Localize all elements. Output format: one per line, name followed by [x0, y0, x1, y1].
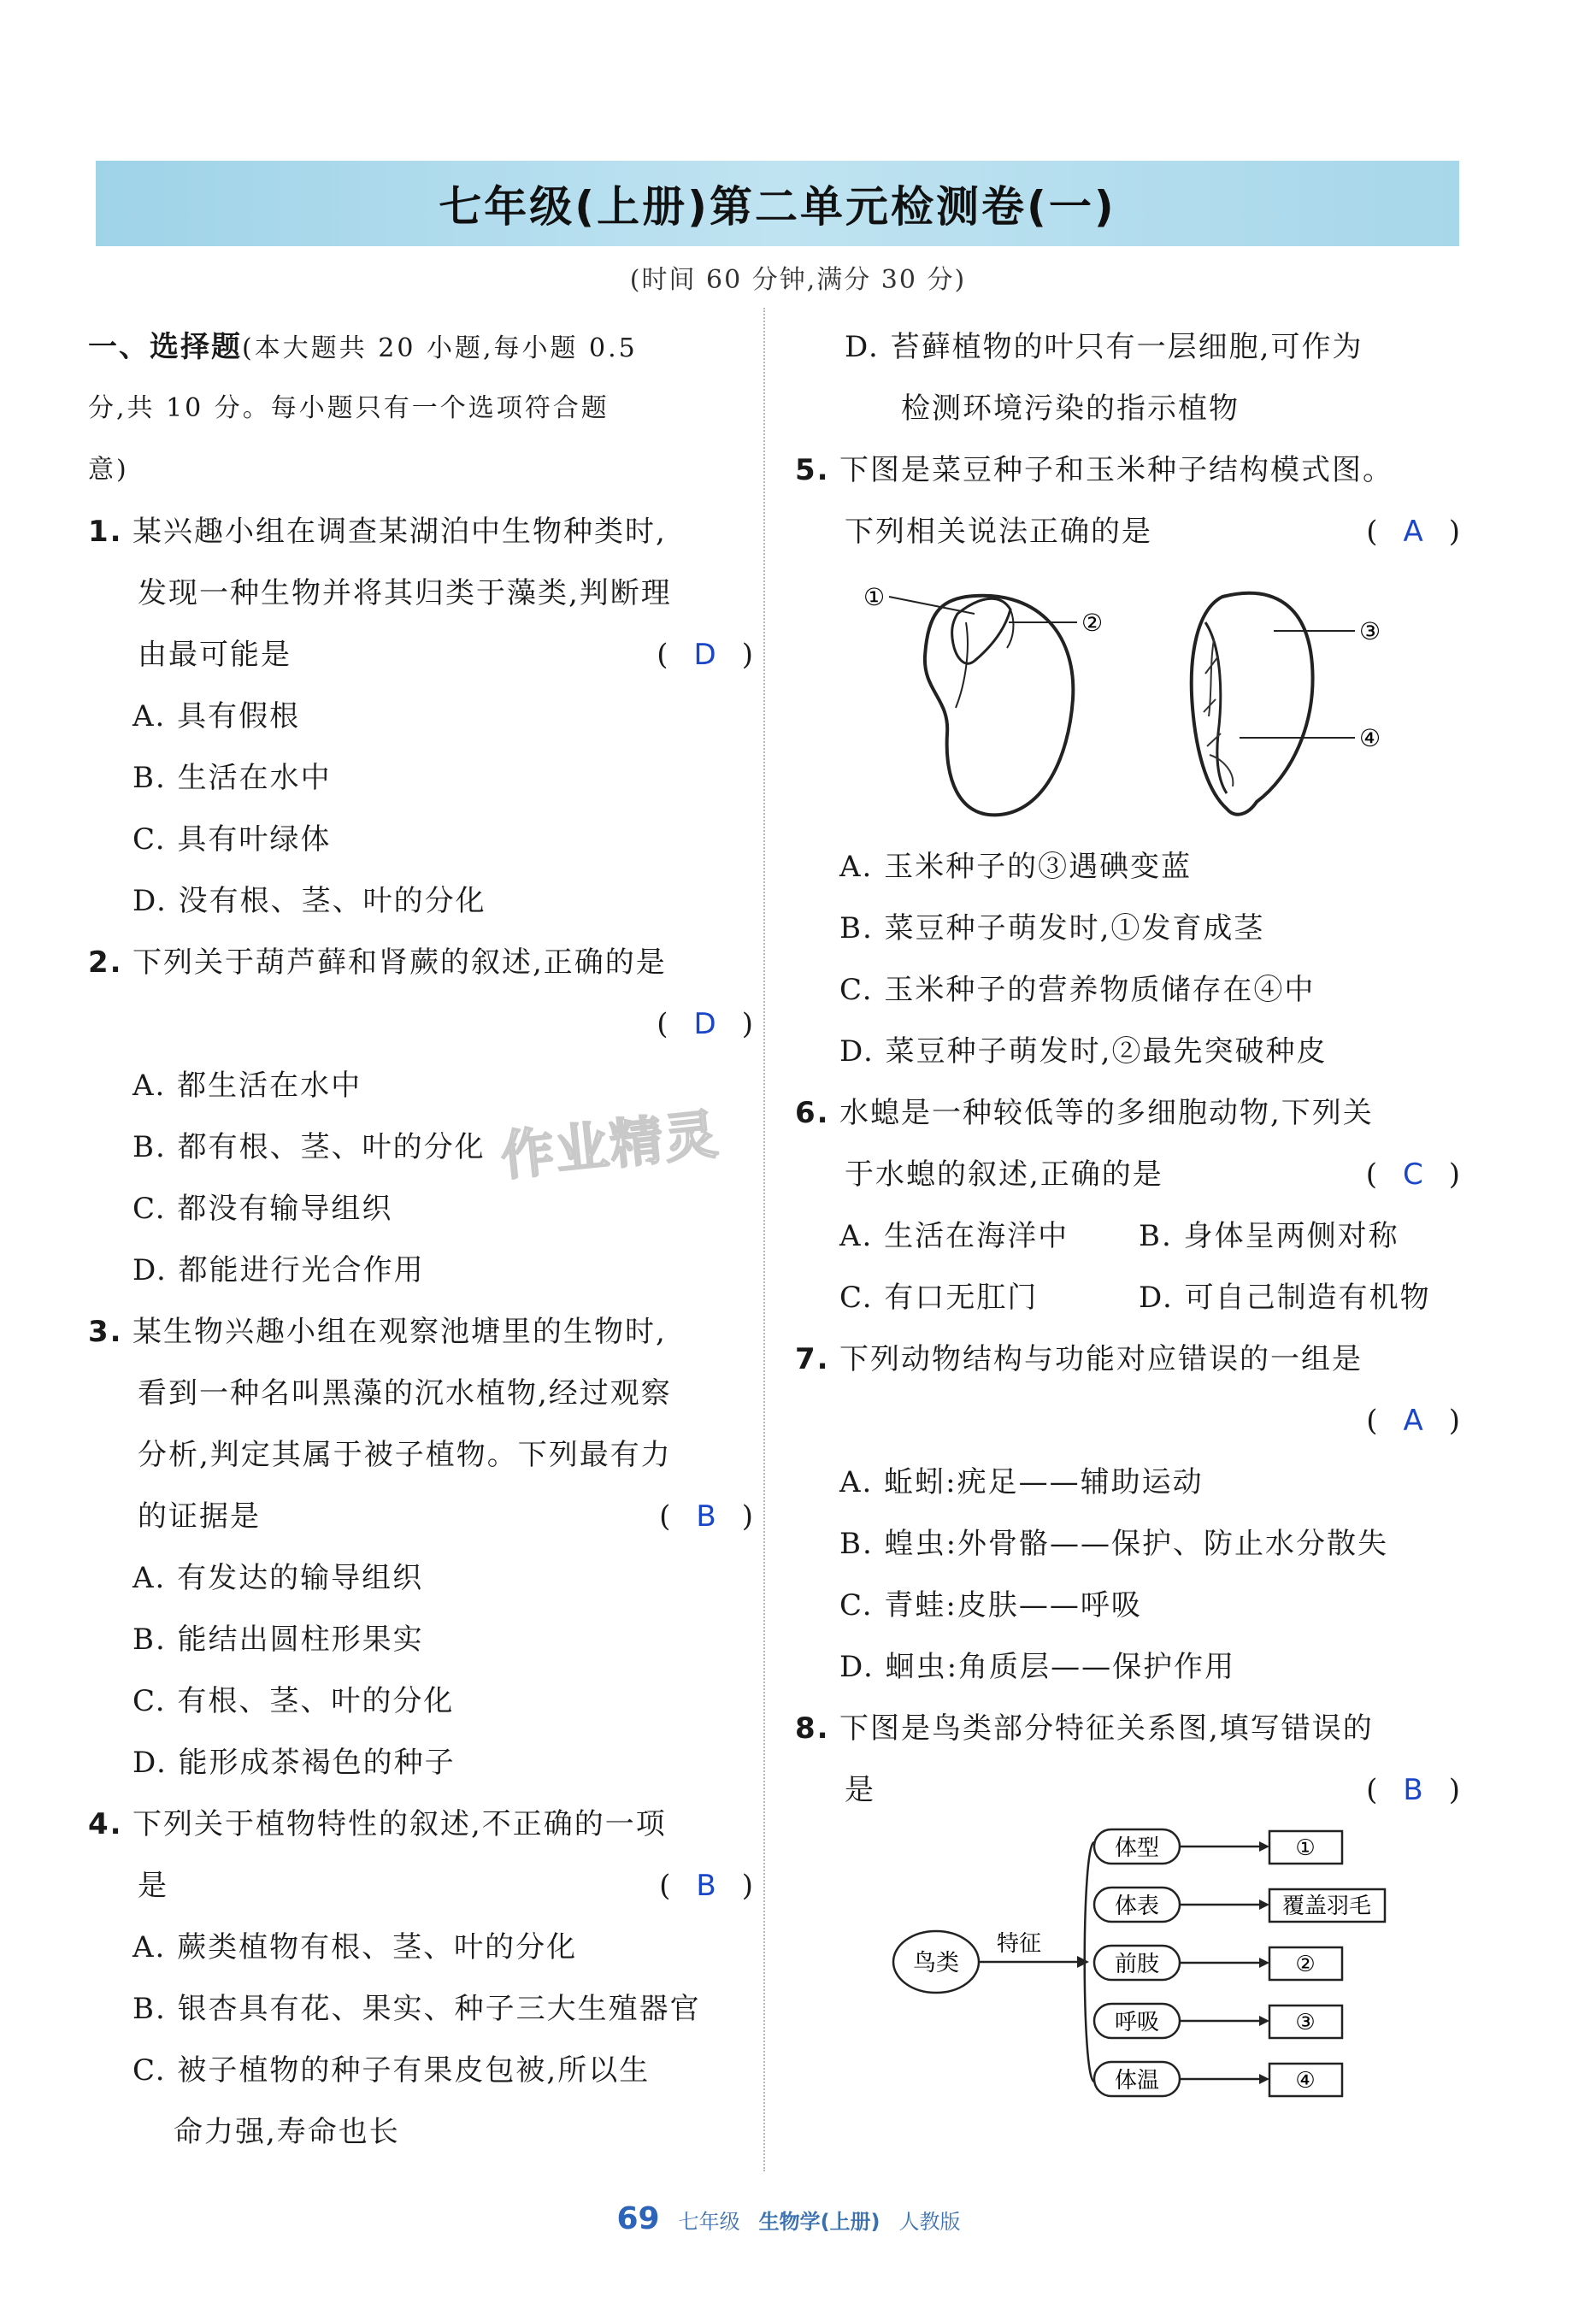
q7-number: 7.	[795, 1342, 830, 1376]
q3-option-c: C. 有根、茎、叶的分化	[133, 1684, 455, 1718]
feature-val-2: 覆盖羽毛	[1281, 1894, 1372, 1919]
q4-line1: 下列关于植物特性的叙述,不正确的一项	[133, 1807, 667, 1841]
feature-key-5: 体温	[1114, 2068, 1160, 2094]
q1-option-a: A. 具有假根	[133, 699, 301, 733]
label-4: ④	[1359, 724, 1381, 752]
q4-option-d-cont: 检测环境污染的指示植物	[901, 392, 1240, 426]
q4-option-a: A. 蕨类植物有根、茎、叶的分化	[133, 1930, 578, 1964]
q4-answer-letter: B	[696, 1869, 718, 1903]
q6-answer-letter: C	[1402, 1157, 1425, 1192]
left-column	[88, 316, 755, 2163]
q8-line2: 是	[845, 1773, 875, 1807]
feature-row-5	[1094, 2062, 1342, 2096]
q2-answer-letter: D	[693, 1007, 718, 1041]
label-1: ①	[863, 583, 886, 611]
feature-val-3: ②	[1295, 1952, 1316, 1977]
q2-option-c: C. 都没有输导组织	[133, 1192, 393, 1226]
q7-option-b: B. 蝗虫:外骨骼——保护、防止水分散失	[839, 1527, 1389, 1561]
q7-answer: ( A )	[1366, 1404, 1462, 1438]
q5-option-a: A. 玉米种子的③遇碘变蓝	[839, 850, 1193, 884]
q3-line4-row	[88, 1486, 755, 1547]
q3-answer-letter: B	[696, 1499, 718, 1534]
feature-val-5: ④	[1295, 2068, 1316, 2094]
q5-number: 5.	[795, 453, 830, 487]
seed-figure	[795, 562, 1462, 836]
page-title: 七年级(上册)第二单元检测卷(一)	[439, 182, 1116, 232]
q6-stem	[795, 1082, 1462, 1144]
page-footer	[0, 2201, 1596, 2236]
feature-val-1: ①	[1295, 1835, 1316, 1861]
q8-answer: ( B )	[1366, 1773, 1462, 1807]
q7-option-d: D. 蛔虫:角质层——保护作用	[839, 1650, 1236, 1684]
q1-line2: 发现一种生物并将其归类于藻类,判断理	[138, 576, 672, 610]
section-header	[88, 316, 755, 378]
title-banner	[96, 161, 1459, 246]
feature-key-2: 体表	[1114, 1894, 1160, 1919]
section-title: 一、选择题	[88, 330, 242, 364]
q3-line1: 某生物兴趣小组在观察池塘里的生物时,	[133, 1315, 667, 1349]
seed-diagram	[795, 562, 1462, 836]
q5-answer: ( A )	[1366, 515, 1462, 549]
q3-option-a: A. 有发达的输导组织	[133, 1561, 424, 1595]
q2-number: 2.	[88, 945, 123, 980]
q4-answer: ( B )	[659, 1869, 755, 1903]
q5-line2: 下列相关说法正确的是	[845, 515, 1152, 549]
section-desc-3: 意)	[88, 455, 129, 485]
q4-option-d: D. 苔藓植物的叶只有一层细胞,可作为	[845, 330, 1363, 364]
q3-answer: ( B )	[659, 1499, 755, 1534]
q4-stem	[88, 1794, 755, 1855]
q2-option-a: A. 都生活在水中	[133, 1069, 362, 1103]
q1-stem	[88, 501, 755, 562]
q4-option-c: C. 被子植物的种子有果皮包被,所以生	[133, 2053, 651, 2088]
bird-feature-figure	[795, 1821, 1462, 2103]
q4-option-c-cont: 命力强,寿命也长	[174, 2115, 400, 2149]
q3-line4: 的证据是	[138, 1499, 261, 1534]
q6-options-row1	[795, 1205, 1462, 1267]
exam-subtitle: (时间 60 分钟,满分 30 分)	[629, 265, 967, 295]
bean-seed-outline	[925, 596, 1073, 816]
feature-val-4: ③	[1295, 2010, 1316, 2035]
q3-line2: 看到一种名叫黑藻的沉水植物,经过观察	[138, 1376, 672, 1411]
feature-key-3: 前肢	[1114, 1952, 1160, 1977]
q5-stem	[795, 439, 1462, 501]
q1-option-c: C. 具有叶绿体	[133, 822, 332, 857]
q4-option-b: B. 银杏具有花、果实、种子三大生殖器官	[133, 1992, 701, 2026]
q6-line1: 水螅是一种较低等的多细胞动物,下列关	[839, 1096, 1374, 1130]
q8-line1: 下图是鸟类部分特征关系图,填写错误的	[839, 1711, 1374, 1746]
root-label: 鸟类	[913, 1950, 959, 1976]
section-desc-2: 分,共 10 分。每小题只有一个选项符合题	[88, 393, 610, 423]
label-2: ②	[1081, 609, 1104, 637]
watermark: 作业精灵	[498, 1102, 722, 1188]
q8-stem	[795, 1698, 1462, 1759]
right-column	[795, 316, 1462, 2103]
q2-answer: ( D )	[657, 1007, 755, 1041]
q4-line2: 是	[138, 1869, 168, 1903]
q7-answer-letter: A	[1403, 1404, 1425, 1438]
q4-line2-row	[88, 1855, 755, 1917]
q1-line1: 某兴趣小组在调查某湖泊中生物种类时,	[133, 515, 667, 549]
q6-number: 6.	[795, 1096, 830, 1130]
q4-number: 4.	[88, 1807, 123, 1841]
q5-answer-letter: A	[1403, 515, 1425, 549]
q5-line1: 下图是菜豆种子和玉米种子结构模式图。	[839, 453, 1393, 487]
footer-subject: 生物学(上册)	[758, 2210, 880, 2234]
q6-line2: 于水螅的叙述,正确的是	[845, 1157, 1163, 1192]
q6-option-c: C. 有口无肛门	[839, 1281, 1039, 1315]
q2-line1: 下列关于葫芦藓和肾蕨的叙述,正确的是	[133, 945, 667, 980]
q3-stem	[88, 1301, 755, 1363]
feature-row-4	[1094, 2004, 1342, 2038]
q5-option-b: B. 菜豆种子萌发时,①发育成茎	[839, 911, 1265, 945]
feature-key-4: 呼吸	[1114, 2010, 1160, 2035]
q1-number: 1.	[88, 515, 123, 549]
q6-line2-row	[795, 1144, 1462, 1205]
q8-number: 8.	[795, 1711, 830, 1746]
q8-answer-letter: B	[1403, 1773, 1425, 1807]
feature-row-3	[1094, 1946, 1342, 1980]
column-divider	[763, 308, 765, 2171]
q8-line2-row	[795, 1759, 1462, 1821]
feature-row-2	[1094, 1888, 1385, 1922]
page-number: 69	[616, 2201, 660, 2236]
footer-edition: 人教版	[898, 2210, 961, 2234]
q6-option-d: D. 可自己制造有机物	[1139, 1281, 1431, 1315]
feature-key-1: 体型	[1114, 1835, 1160, 1861]
q2-answer-row	[88, 993, 755, 1055]
q1-line3-row	[88, 624, 755, 686]
q3-option-d: D. 能形成茶褐色的种子	[133, 1746, 456, 1780]
q3-number: 3.	[88, 1315, 123, 1349]
q5-option-d: D. 菜豆种子萌发时,②最先突破种皮	[839, 1034, 1328, 1069]
q5-line2-row	[795, 501, 1462, 562]
q1-option-d: D. 没有根、茎、叶的分化	[133, 884, 486, 918]
q6-answer: ( C )	[1365, 1157, 1462, 1192]
q5-option-c: C. 玉米种子的营养物质储存在④中	[839, 973, 1316, 1007]
q3-line3: 分析,判定其属于被子植物。下列最有力	[138, 1438, 672, 1472]
q2-option-d: D. 都能进行光合作用	[133, 1253, 425, 1287]
section-desc-1: (本大题共 20 小题,每小题 0.5	[242, 333, 638, 363]
q1-line3: 由最可能是	[138, 638, 292, 672]
q7-option-c: C. 青蛙:皮肤——呼吸	[839, 1588, 1142, 1623]
bean-embryo	[952, 598, 1010, 663]
q2-stem	[88, 932, 755, 993]
label-3: ③	[1359, 617, 1381, 645]
q6-option-a: A. 生活在海洋中	[839, 1219, 1069, 1253]
edge-label: 特征	[996, 1931, 1042, 1957]
q6-option-b: B. 身体呈两侧对称	[1139, 1219, 1399, 1253]
q1-option-b: B. 生活在水中	[133, 761, 332, 795]
q6-options-row2	[795, 1267, 1462, 1328]
q1-answer-letter: D	[693, 638, 718, 672]
q7-stem	[795, 1328, 1462, 1390]
footer-grade: 七年级	[678, 2210, 740, 2234]
q2-option-b: B. 都有根、茎、叶的分化	[133, 1130, 486, 1164]
feature-row-1	[1094, 1829, 1342, 1864]
q7-option-a: A. 蚯蚓:疣足——辅助运动	[839, 1465, 1204, 1499]
q1-answer: ( D )	[657, 638, 755, 672]
q7-answer-row	[795, 1390, 1462, 1452]
bird-feature-diagram	[795, 1821, 1462, 2103]
q7-line1: 下列动物结构与功能对应错误的一组是	[839, 1342, 1363, 1376]
q3-option-b: B. 能结出圆柱形果实	[133, 1623, 424, 1657]
